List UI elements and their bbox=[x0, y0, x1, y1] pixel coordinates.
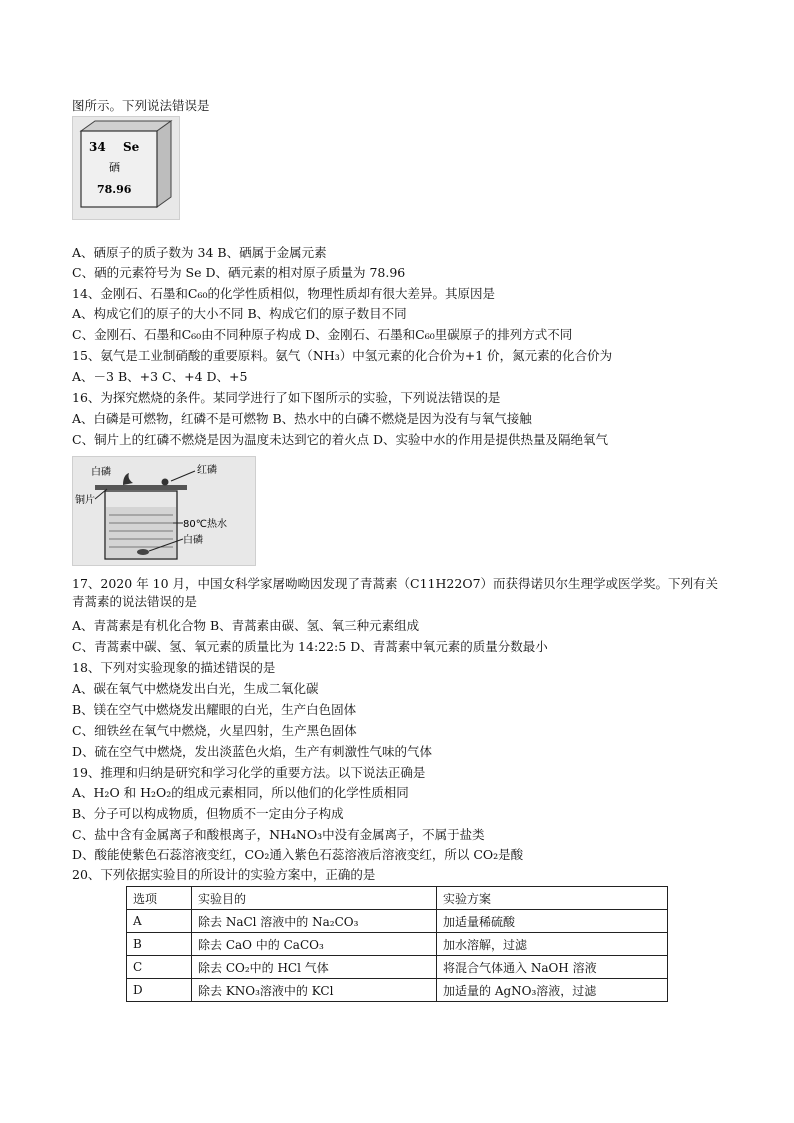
table-cell: 除去 KNO₃溶液中的 KCl bbox=[192, 979, 437, 1002]
experiment-table bbox=[126, 886, 668, 1002]
question-18: 18、下列对实验现象的描述错误的是 bbox=[72, 660, 276, 675]
q16-option-ab: A、白磷是可燃物，红磷不是可燃物 B、热水中的白磷不燃烧是因为没有与氧气接触 bbox=[72, 411, 532, 426]
q15-options: A、－3 B、+3 C、+4 D、+5 bbox=[72, 369, 248, 384]
label-copper-sheet: 铜片 bbox=[75, 495, 95, 506]
q18-option-b: B、镁在空气中燃烧发出耀眼的白光，生产白色固体 bbox=[72, 702, 357, 717]
q16-option-cd: C、铜片上的红磷不燃烧是因为温度未达到它的着火点 D、实验中水的作用是提供热量及隔绝氧气 bbox=[72, 432, 609, 447]
question-19: 19、推理和归纳是研究和学习化学的重要方法。以下说法正确是 bbox=[72, 765, 426, 780]
q17-option-cd: C、青蒿素中碳、氢、氧元素的质量比为 14:22:5 D、青蒿素中氧元素的质量分数最小 bbox=[72, 639, 548, 654]
table-row bbox=[127, 956, 668, 979]
selenium-element-card-figure bbox=[72, 116, 180, 220]
question-14: 14、金刚石、石墨和C₆₀的化学性质相似，物理性质却有很大差异。其原因是 bbox=[72, 286, 495, 301]
table-cell: 除去 CaO 中的 CaCO₃ bbox=[192, 933, 437, 956]
table-row bbox=[127, 933, 668, 956]
q18-option-a: A、碳在氧气中燃烧发出白光，生成二氧化碳 bbox=[72, 681, 319, 696]
table-cell: C bbox=[127, 956, 192, 979]
header-purpose: 实验目的 bbox=[192, 887, 437, 910]
q17-option-ab: A、青蒿素是有机化合物 B、青蒿素由碳、氢、氧三种元素组成 bbox=[72, 618, 420, 633]
question-17: 17、2020 年 10 月，中国女科学家屠呦呦因发现了青蒿素（C11H22O7）而获得诺贝尔生理学或医学奖。下列有关青蒿素的说法错误的是 bbox=[72, 576, 719, 609]
table-header-row bbox=[127, 887, 668, 910]
q14-option-cd: C、金刚石、石墨和C₆₀由不同种原子构成 D、金刚石、石墨和C₆₀里碳原子的排列方式不同 bbox=[72, 327, 573, 342]
q19-option-c: C、盐中含有金属离子和酸根离子，NH₄NO₃中没有金属离子，不属于盐类 bbox=[72, 827, 485, 842]
label-white-phosphorus-bottom: 白磷 bbox=[183, 535, 203, 546]
q19-option-a: A、H₂O 和 H₂O₂的组成元素相同，所以他们的化学性质相同 bbox=[72, 785, 409, 800]
element-name: 硒 bbox=[109, 161, 120, 174]
q13-option-ab: A、硒原子的质子数为 34 B、硒属于金属元素 bbox=[72, 245, 327, 260]
table-cell: D bbox=[127, 979, 192, 1002]
label-red-phosphorus: 红磷 bbox=[197, 465, 217, 476]
table-cell: 加水溶解，过滤 bbox=[437, 933, 668, 956]
question-20: 20、下列依据实验目的所设计的实验方案中，正确的是 bbox=[72, 867, 376, 882]
table-row bbox=[127, 910, 668, 933]
table-cell: 将混合气体通入 NaOH 溶液 bbox=[437, 956, 668, 979]
table-row bbox=[127, 979, 668, 1002]
question-13-stem-end: 图所示。下列说法错误是 bbox=[72, 98, 210, 113]
header-option: 选项 bbox=[127, 887, 192, 910]
question-15: 15、氨气是工业制硝酸的重要原料。氨气（NH₃）中氢元素的化合价为+1 价，氮元素的化合价为 bbox=[72, 348, 613, 363]
q14-option-ab: A、构成它们的原子的大小不同 B、构成它们的原子数目不同 bbox=[72, 306, 407, 321]
header-plan: 实验方案 bbox=[437, 887, 668, 910]
label-hot-water: 80℃热水 bbox=[183, 519, 227, 530]
table-cell: 除去 CO₂中的 HCl 气体 bbox=[192, 956, 437, 979]
q19-option-d: D、酸能使紫色石蕊溶液变红，CO₂通入紫色石蕊溶液后溶液变红，所以 CO₂是酸 bbox=[72, 847, 524, 862]
question-16: 16、为探究燃烧的条件。某同学进行了如下图所示的实验，下列说法错误的是 bbox=[72, 390, 501, 405]
q18-option-d: D、硫在空气中燃烧，发出淡蓝色火焰，生产有刺激性气味的气体 bbox=[72, 744, 433, 759]
element-symbol: Se bbox=[123, 140, 140, 154]
table-cell: B bbox=[127, 933, 192, 956]
q18-option-c: C、细铁丝在氧气中燃烧，火星四射，生产黑色固体 bbox=[72, 723, 357, 738]
table-cell: 加适量的 AgNO₃溶液，过滤 bbox=[437, 979, 668, 1002]
atomic-number: 34 bbox=[89, 140, 106, 154]
table-cell: 除去 NaCl 溶液中的 Na₂CO₃ bbox=[192, 910, 437, 933]
q19-option-b: B、分子可以构成物质，但物质不一定由分子构成 bbox=[72, 806, 344, 821]
label-white-phosphorus-top: 白磷 bbox=[91, 467, 111, 478]
table-cell: 加适量稀硫酸 bbox=[437, 910, 668, 933]
atomic-mass: 78.96 bbox=[97, 183, 132, 196]
combustion-experiment-figure bbox=[72, 456, 256, 566]
table-cell: A bbox=[127, 910, 192, 933]
q13-option-cd: C、硒的元素符号为 Se D、硒元素的相对原子质量为 78.96 bbox=[72, 265, 406, 280]
